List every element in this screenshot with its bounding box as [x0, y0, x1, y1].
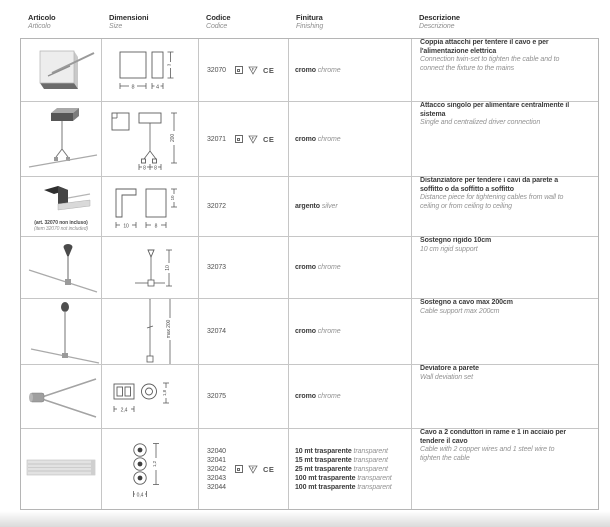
description-cell: [412, 102, 598, 177]
page-bottom-edge: [0, 511, 610, 527]
cert-icons: [235, 135, 274, 144]
dimensions-cell: [102, 177, 199, 237]
product-code: 32073: [207, 264, 226, 271]
product-illustration-distance-piece: [24, 182, 99, 218]
column-sublabel: Codice: [206, 22, 228, 30]
dim-height-label: 10: [165, 264, 171, 271]
class-ii-insulation-icon: [235, 66, 243, 74]
description-cell: [412, 237, 598, 299]
table-grid: [20, 38, 599, 510]
dimensions-cell: [102, 39, 199, 102]
finish-cell: [289, 365, 412, 429]
table-row: [21, 299, 598, 365]
dimension-diagram: [106, 107, 194, 171]
article-cell: [21, 102, 102, 177]
description-italian: Coppia attacchi per tentere il cavo e per l'alimentazione elettrica: [420, 39, 549, 55]
code-cell: [199, 177, 289, 237]
product-code: 32043: [207, 474, 226, 482]
description-cell: [412, 365, 598, 429]
dim-width-label: 8: [154, 165, 157, 171]
cert-icons: [235, 465, 274, 474]
dim-height-label: max 200: [166, 319, 172, 338]
product-code-list: [207, 447, 226, 492]
description-cell: [412, 177, 598, 237]
table-header: [20, 12, 599, 38]
table-row: [21, 365, 598, 429]
cert-icons: [235, 66, 274, 75]
dimension-diagram: [106, 376, 194, 418]
table-row: [21, 429, 598, 509]
finish-italian: cromo: [295, 66, 316, 74]
column-label: Finitura: [296, 13, 323, 22]
finish-english: transparent: [357, 483, 392, 491]
code-cell: [199, 237, 289, 299]
product-table: [20, 12, 599, 510]
dim-height-label: 1,8: [162, 389, 167, 396]
dim-width-label: 0,4: [136, 492, 144, 499]
finish-italian: cromo: [295, 393, 316, 400]
column-label: Codice: [206, 13, 231, 22]
product-illustration-cable-support: [21, 299, 101, 364]
product-illustration-twin-set: [24, 43, 99, 98]
description-italian: Attacco singolo per alimentare centralmente il sistema: [420, 102, 570, 118]
dim-width-label: 8: [131, 84, 134, 91]
product-code: 32072: [207, 203, 226, 210]
finish-cell: [289, 102, 412, 177]
product-code: 32041: [207, 456, 226, 464]
product-code: 32040: [207, 447, 226, 455]
finish-english: transparent: [353, 456, 388, 464]
table-row: [21, 39, 598, 102]
dimension-diagram: [108, 46, 193, 94]
code-cell: [199, 429, 289, 509]
dim-width-label: 2,4: [120, 407, 128, 413]
ce-mark-icon: CE: [262, 65, 275, 75]
finish-cell: [289, 39, 412, 102]
description-cell: [412, 299, 598, 365]
product-illustration-cable: [21, 454, 101, 484]
finish-cell: [289, 177, 412, 237]
product-illustration-wall-deviator: [24, 373, 99, 421]
finish-cell: [289, 429, 412, 509]
dimension-diagram: [115, 242, 185, 294]
finish-english: chrome: [317, 66, 341, 74]
ce-mark-icon: CE: [262, 134, 275, 144]
ce-mark-icon: CE: [262, 464, 275, 474]
finish-english: transparent: [357, 474, 392, 482]
article-cell: [21, 237, 102, 299]
finish-english: transparent: [353, 465, 388, 473]
column-header-dimensioni: [102, 12, 199, 38]
description-italian: Sostegno a cavo max 200cm: [420, 299, 513, 306]
column-header-articolo: [21, 12, 102, 38]
finish-english: chrome: [317, 135, 341, 143]
finish-italian: cromo: [295, 264, 316, 271]
finish-italian: cromo: [295, 328, 316, 335]
finish-cell: [289, 299, 412, 365]
svg-text:F: F: [251, 66, 255, 72]
code-cell: [199, 102, 289, 177]
product-code: 32074: [207, 328, 226, 335]
product-illustration-rigid-support: [21, 240, 101, 295]
product-illustration-single-driver: [21, 103, 101, 175]
description-cell: [412, 39, 598, 102]
dimension-diagram: [106, 181, 194, 233]
article-cell: [21, 39, 102, 102]
table-row: [21, 102, 598, 177]
description-english: Distance piece for tightening cables from wall to ceiling or from ceiling to ceiling: [420, 194, 564, 210]
dimension-diagram: [115, 299, 185, 365]
table-row: [21, 177, 598, 237]
note-english: (item 32070 not included): [34, 225, 88, 232]
note-italian: (art. 32070 non incluso): [34, 219, 88, 226]
finish-cell: [289, 237, 412, 299]
column-sublabel: Size: [109, 22, 123, 30]
svg-text:F: F: [251, 465, 255, 471]
class-ii-insulation-icon: [235, 465, 243, 473]
finish-english: chrome: [317, 264, 341, 271]
f-mark-icon: [248, 135, 258, 144]
finish-english: transparent: [353, 447, 388, 455]
description-english: Wall deviation set: [420, 373, 473, 381]
dim-width-label: 4: [155, 84, 159, 91]
table-row: [21, 237, 598, 299]
product-code: 32071: [207, 135, 226, 143]
description-english: Connection twin-set to tighten the cable and to connect the fixture to the mains: [420, 56, 560, 72]
dimensions-cell: [102, 365, 199, 429]
dimensions-cell: [102, 237, 199, 299]
finish-italian: argento: [295, 203, 320, 210]
finish-italian: 10 mt trasparente: [295, 447, 352, 455]
finish-list: [295, 447, 392, 492]
column-label: Descrizione: [419, 13, 460, 22]
column-sublabel: Articolo: [28, 22, 51, 30]
description-english: Single and centralized driver connection: [420, 119, 541, 126]
product-code: 32075: [207, 393, 226, 400]
description-italian: Sostegno rigido 10cm: [420, 237, 492, 244]
code-cell: [199, 39, 289, 102]
description-italian: Distanziatore per tendere i cavi da parete a soffitto o da soffitto a soffitto: [420, 177, 558, 193]
finish-italian: 25 mt trasparente: [295, 465, 352, 473]
f-mark-icon: [248, 465, 258, 474]
dimensions-cell: [102, 102, 199, 177]
dim-height-label: 10: [170, 195, 175, 200]
dim-width-label: 8: [154, 223, 158, 229]
dim-width-label: 10: [123, 223, 129, 229]
finish-english: chrome: [317, 393, 341, 400]
code-cell: [199, 365, 289, 429]
description-italian: Cavo a 2 conduttori in rame e 1 in acciaio per tendere il cavo: [420, 429, 566, 445]
description-italian: Deviatore a parete: [420, 365, 479, 372]
dimensions-cell: [102, 429, 199, 509]
finish-italian: cromo: [295, 135, 316, 143]
dim-width-label: 8: [143, 165, 146, 171]
description-english: Cable support max 200cm: [420, 307, 500, 315]
article-cell: [21, 299, 102, 365]
article-cell: [21, 177, 102, 237]
column-sublabel: Finishing: [296, 22, 324, 30]
class-ii-insulation-icon: [235, 135, 243, 143]
f-mark-icon: [248, 66, 258, 75]
finish-italian: 100 mt trasparente: [295, 483, 356, 491]
finish-english: silver: [321, 203, 338, 210]
dim-height-label: 3: [166, 63, 171, 67]
dim-height-label: 200: [170, 133, 176, 143]
column-header-descrizione: [412, 12, 598, 38]
column-label: Dimensioni: [109, 13, 149, 22]
article-cell: [21, 429, 102, 509]
dimension-diagram: [114, 436, 186, 502]
article-note: [34, 220, 88, 232]
article-cell: [21, 365, 102, 429]
description-english: Cable with 2 copper wires and 1 steel wire to tighten the cable: [420, 446, 555, 462]
finish-english: chrome: [317, 328, 341, 335]
finish-italian: 15 mt trasparente: [295, 456, 352, 464]
column-sublabel: Descrizione: [419, 22, 455, 30]
column-header-codice: [199, 12, 289, 38]
column-header-finitura: [289, 12, 412, 38]
dim-height-label: 1,2: [152, 461, 157, 467]
product-code: 32044: [207, 483, 226, 491]
description-cell: [412, 429, 598, 509]
product-code: 32042: [207, 465, 226, 473]
dimensions-cell: [102, 299, 199, 365]
svg-text:F: F: [251, 135, 255, 141]
description-english: 10 cm rigid support: [420, 245, 478, 253]
code-cell: [199, 299, 289, 365]
finish-italian: 100 mt trasparente: [295, 474, 356, 482]
product-code: 32070: [207, 66, 226, 74]
column-label: Articolo: [28, 13, 56, 22]
